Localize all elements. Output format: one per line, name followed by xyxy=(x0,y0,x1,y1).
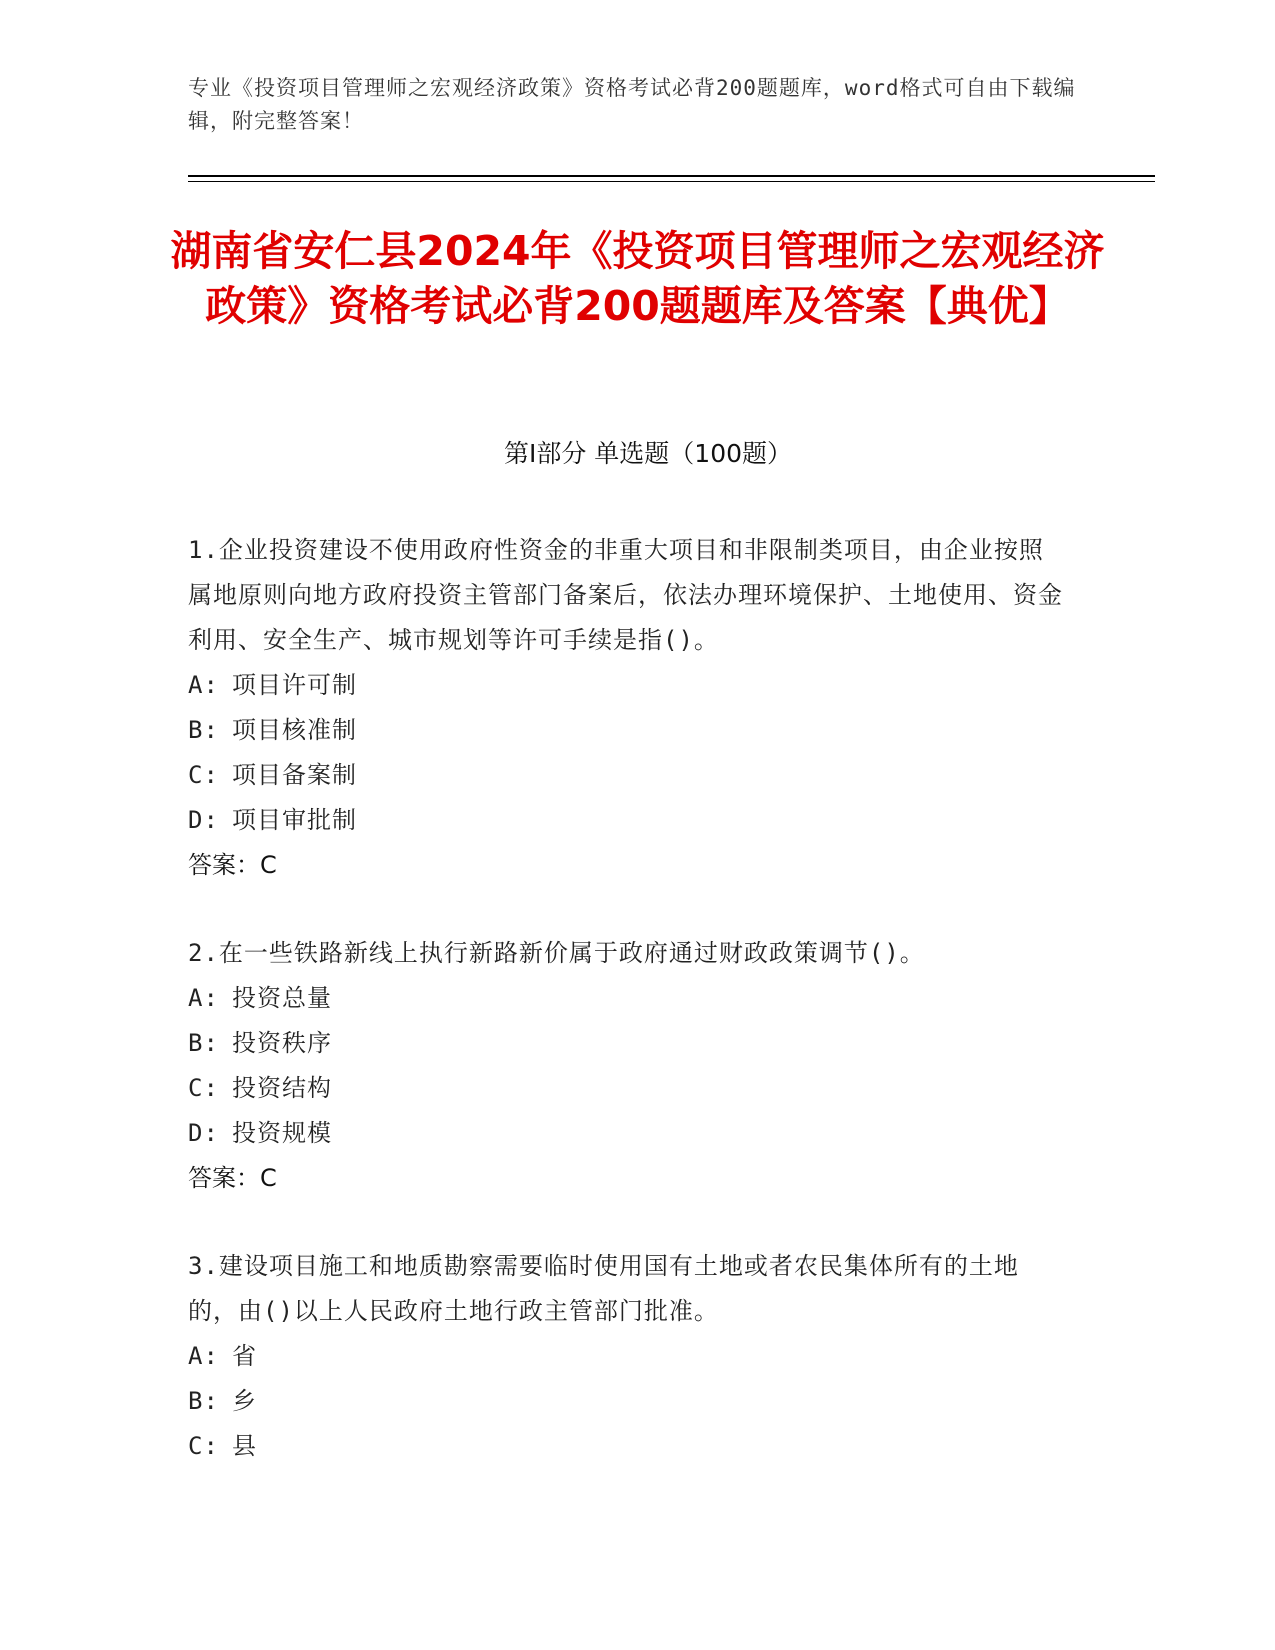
option-letter: B: xyxy=(188,1387,219,1415)
option-text: 省 xyxy=(232,1342,257,1370)
option-d xyxy=(188,798,1068,843)
option-text: 投资规模 xyxy=(232,1119,332,1147)
option-b xyxy=(188,1379,1068,1424)
option-text: 项目审批制 xyxy=(232,806,357,834)
option-letter: A: xyxy=(188,671,219,699)
option-c xyxy=(188,1424,1068,1469)
answer-text: 答案：C xyxy=(188,851,277,879)
question-3 xyxy=(188,1244,1068,1469)
option-letter: D: xyxy=(188,1119,219,1147)
document-title: 湖南省安仁县2024年《投资项目管理师之宏观经济政策》资格考试必背200题题库及答案【典优】 xyxy=(170,227,1105,330)
header-divider-thin xyxy=(188,181,1155,182)
option-letter: B: xyxy=(188,716,219,744)
question-2 xyxy=(188,931,1068,1201)
option-text: 乡 xyxy=(232,1387,257,1415)
answer-text: 答案：C xyxy=(188,1164,277,1192)
option-letter: A: xyxy=(188,1342,219,1370)
option-letter: B: xyxy=(188,1029,219,1057)
section-title: 第I部分 单选题（100题） xyxy=(503,439,793,468)
option-text: 投资总量 xyxy=(232,984,332,1012)
question-list xyxy=(188,528,1068,1512)
option-text: 投资结构 xyxy=(232,1074,332,1102)
question-stem: 1.企业投资建设不使用政府性资金的非重大项目和非限制类项目，由企业按照属地原则向地方政府投资主管部门备案后，依法办理环境保护、土地使用、资金利用、安全生产、城市规划等许可手续是指()。 xyxy=(188,536,1063,654)
option-c xyxy=(188,1066,1068,1111)
option-letter: A: xyxy=(188,984,219,1012)
question-1 xyxy=(188,528,1068,888)
option-text: 项目核准制 xyxy=(232,716,357,744)
option-b xyxy=(188,1021,1068,1066)
option-letter: C: xyxy=(188,761,219,789)
question-stem: 3.建设项目施工和地质勘察需要临时使用国有土地或者农民集体所有的土地的，由()以上人民政府土地行政主管部门批准。 xyxy=(188,1252,1019,1325)
header-note: 专业《投资项目管理师之宏观经济政策》资格考试必背200题题库，word格式可自由下载编辑，附完整答案！ xyxy=(188,76,1076,133)
option-b xyxy=(188,708,1068,753)
option-text: 项目备案制 xyxy=(232,761,357,789)
option-letter: C: xyxy=(188,1074,219,1102)
question-stem: 2.在一些铁路新线上执行新路新价属于政府通过财政政策调节()。 xyxy=(188,939,925,967)
option-a xyxy=(188,1334,1068,1379)
option-letter: C: xyxy=(188,1432,219,1460)
option-d xyxy=(188,1111,1068,1156)
option-text: 县 xyxy=(232,1432,257,1460)
option-text: 项目许可制 xyxy=(232,671,357,699)
option-a xyxy=(188,976,1068,1021)
header-divider-thick xyxy=(188,175,1155,177)
option-letter: D: xyxy=(188,806,219,834)
option-a xyxy=(188,663,1068,708)
option-c xyxy=(188,753,1068,798)
option-text: 投资秩序 xyxy=(232,1029,332,1057)
